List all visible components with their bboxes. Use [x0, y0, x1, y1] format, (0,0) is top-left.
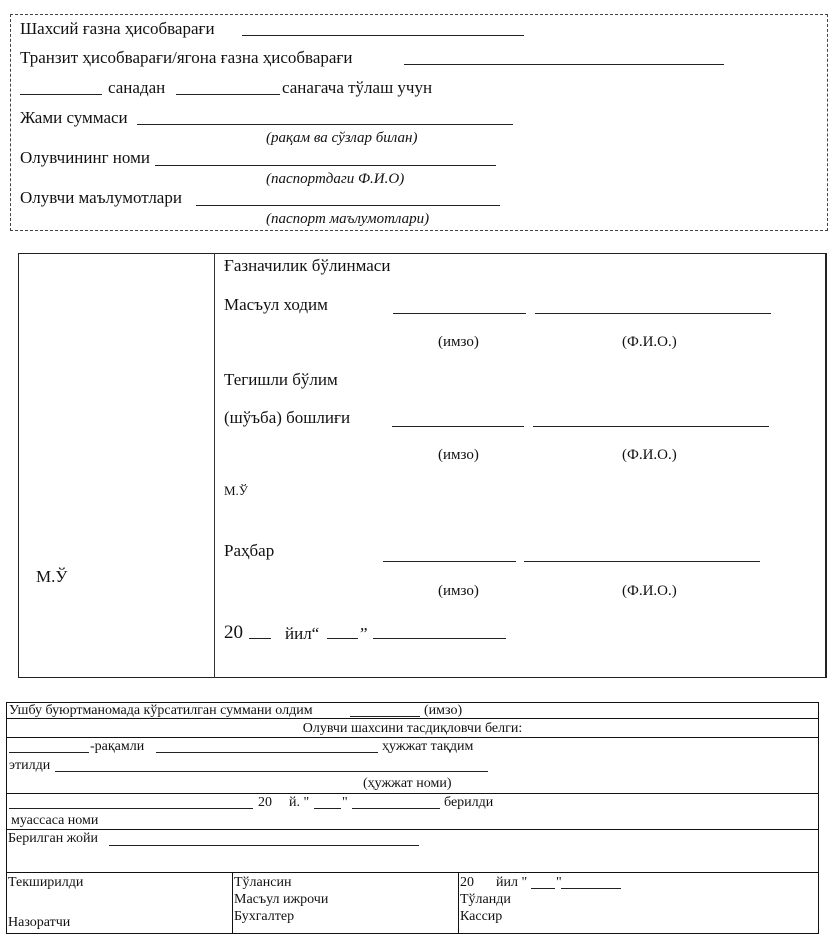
numbered-label: -рақамли	[90, 739, 145, 754]
received-text: Ушбу буюртманомада кўрсатилган суммани олдим	[9, 703, 313, 718]
date-year-word: йил“	[285, 624, 320, 643]
paid-day-field[interactable]	[531, 888, 555, 889]
controller-label: Назоратчи	[8, 915, 71, 930]
responsible-officer-signature-field[interactable]	[393, 313, 526, 314]
recipient-name-hint: (паспортдаги Ф.И.О)	[266, 171, 405, 187]
table-row-divider	[6, 829, 819, 830]
treasury-unit-label: Ғазначилик бўлинмаси	[224, 256, 391, 275]
document-presented-label: ҳужжат тақдим	[382, 739, 474, 754]
date-quote-close: ”	[360, 624, 368, 643]
to-date-field[interactable]	[176, 94, 280, 95]
recipient-data-hint: (паспорт маълумотлари)	[266, 211, 430, 227]
place-issued-label: Берилган жойи	[8, 831, 98, 846]
signature-hint: (имзо)	[438, 583, 479, 599]
table-row-divider	[6, 737, 819, 738]
signature-hint: (имзо)	[438, 447, 479, 463]
total-amount-field[interactable]	[137, 124, 513, 125]
fio-hint: (Ф.И.О.)	[622, 334, 677, 350]
received-signature-field[interactable]	[350, 716, 420, 717]
dept-head-fio-field[interactable]	[533, 426, 769, 427]
received-sign-hint: (имзо)	[424, 703, 463, 718]
seal-left: М.Ў	[36, 567, 68, 586]
doc-type-field[interactable]	[156, 752, 378, 753]
issue-month-field[interactable]	[352, 808, 440, 809]
dept-head-label-line1: Тегишли бўлим	[224, 370, 338, 389]
date-month-field[interactable]	[373, 638, 506, 639]
recipient-name-label: Олувчининг номи	[20, 148, 150, 167]
total-amount-label: Жами суммаси	[20, 108, 128, 127]
issue-quote-close: "	[342, 795, 348, 810]
to-date-label: санагача тўлаш учун	[282, 78, 433, 97]
from-date-field[interactable]	[20, 94, 102, 95]
paid-date-quote: "	[556, 875, 562, 890]
issued-label: берилди	[444, 795, 494, 810]
id-header: Олувчи шахсини тасдиқловчи белги:	[302, 721, 523, 736]
issue-day-field[interactable]	[314, 808, 341, 809]
responsible-officer-fio-field[interactable]	[535, 313, 771, 314]
fio-hint: (Ф.И.О.)	[622, 447, 677, 463]
cashier-label: Кассир	[460, 909, 503, 924]
total-amount-hint: (рақам ва сўзлар билан)	[266, 130, 418, 146]
paid-label: Тўланди	[460, 892, 511, 907]
recipient-data-label: Олувчи маълумотлари	[20, 188, 182, 207]
table-row-divider	[6, 872, 819, 873]
institution-name-hint: муассаса номи	[11, 813, 99, 828]
personal-treasury-account-field[interactable]	[242, 35, 524, 36]
issue-year-prefix: 20	[258, 795, 272, 810]
signature-box	[18, 253, 827, 678]
paid-month-field[interactable]	[561, 888, 621, 889]
personal-treasury-account-label: Шахсий ғазна ҳисобварағи	[20, 19, 215, 38]
director-signature-field[interactable]	[383, 561, 516, 562]
date-year-prefix: 20	[224, 622, 243, 643]
pay-label: Тўлансин	[234, 875, 292, 890]
done-label: этилди	[9, 758, 51, 773]
director-fio-field[interactable]	[524, 561, 760, 562]
dept-head-signature-field[interactable]	[392, 426, 524, 427]
seal-right: М.Ў	[224, 483, 249, 498]
place-issued-field[interactable]	[109, 845, 419, 846]
date-year-field[interactable]	[249, 638, 271, 639]
recipient-data-field[interactable]	[196, 205, 500, 206]
dept-head-label-line2: (шўъба) бошлиғи	[224, 408, 351, 427]
doc-number-field[interactable]	[9, 752, 89, 753]
responsible-executor-label: Масъул ижрочи	[234, 892, 329, 907]
signature-box-divider	[214, 253, 215, 678]
transit-account-field[interactable]	[404, 64, 724, 65]
table-row-divider	[6, 793, 819, 794]
document-name-field[interactable]	[55, 771, 488, 772]
fio-hint: (Ф.И.О.)	[622, 583, 677, 599]
issue-year-abbr: й. "	[289, 795, 310, 810]
paid-date-year: йил "	[496, 875, 528, 890]
accountant-label: Бухгалтер	[234, 909, 295, 924]
director-label: Раҳбар	[224, 541, 275, 560]
table-col-divider	[232, 872, 233, 934]
from-date-label: санадан	[108, 78, 166, 97]
transit-account-label: Транзит ҳисобварағи/ягона ғазна ҳисобварағи	[20, 48, 353, 67]
responsible-officer-label: Масъул ходим	[224, 295, 328, 314]
signature-hint: (имзо)	[438, 334, 479, 350]
issuer-field[interactable]	[9, 808, 253, 809]
date-day-field[interactable]	[327, 638, 358, 639]
recipient-name-field[interactable]	[155, 165, 496, 166]
document-name-hint: (ҳужжат номи)	[363, 776, 452, 791]
paid-date-prefix: 20	[460, 875, 474, 890]
table-col-divider	[458, 872, 459, 934]
checked-label: Текширилди	[8, 875, 84, 890]
